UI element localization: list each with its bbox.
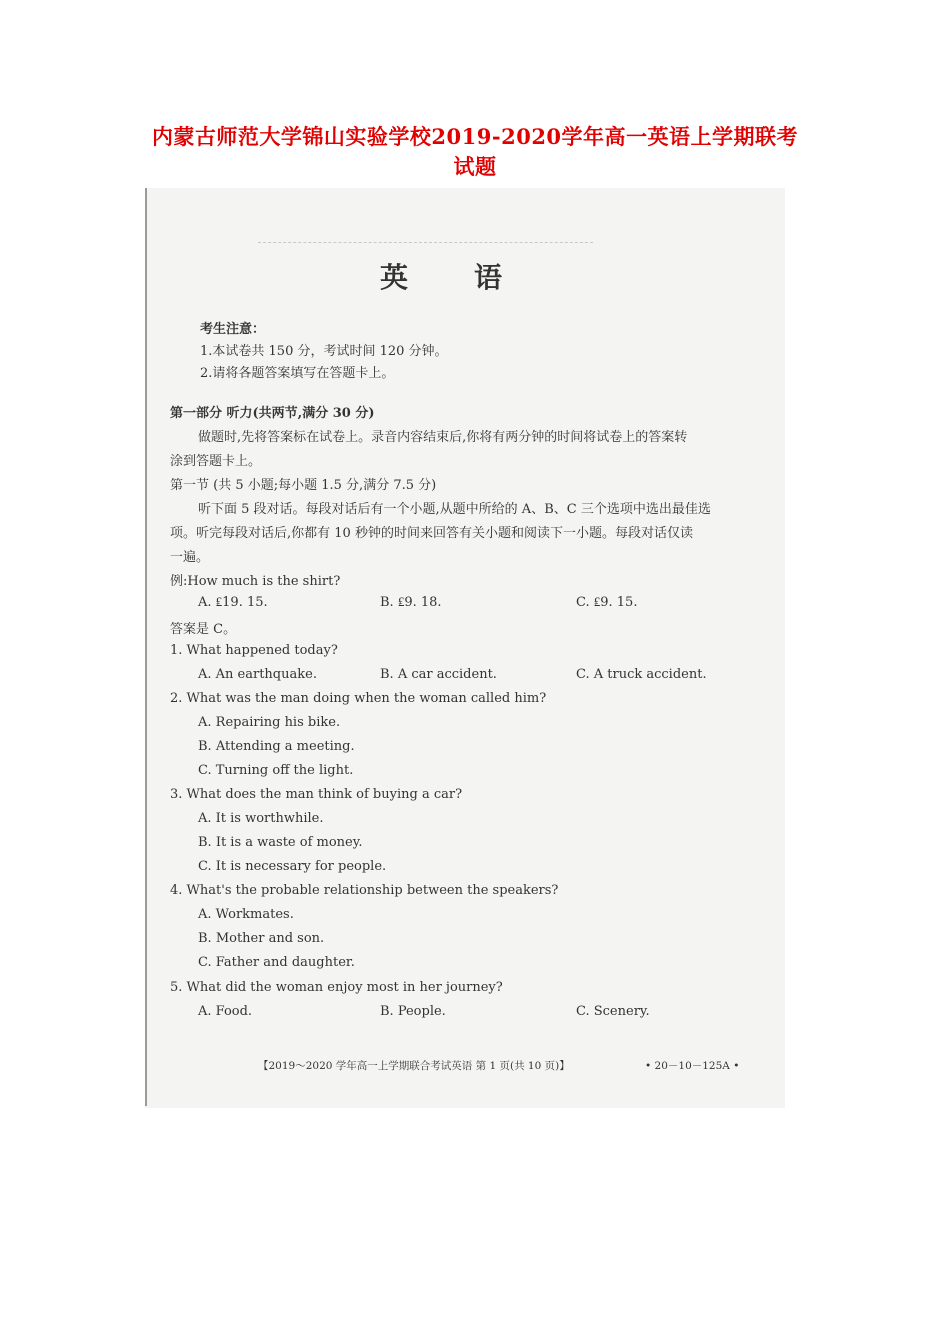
question-1-option-b: B. A car accident.	[380, 667, 497, 682]
section1-instructions-line-2: 项。听完每段对话后,你都有 10 秒钟的时间来回答有关小题和阅读下一小题。每段对话仅读	[170, 526, 693, 541]
document-title	[60, 122, 890, 182]
question-2-option-b: B. Attending a meeting.	[198, 739, 355, 754]
notice-item-2: 2.请将各题答案填写在答题卡上。	[200, 366, 395, 381]
question-3-stem: 3. What does the man think of buying a car?	[170, 787, 463, 802]
part1-instructions-line-1: 做题时,先将答案标在试卷上。录音内容结束后,你将有两分钟的时间将试卷上的答案转	[198, 430, 688, 445]
page-footer-info: 【2019～2020 学年高一上学期联合考试英语 第 1 页(共 10 页)】	[258, 1060, 570, 1072]
scan-edge-line	[145, 188, 147, 1106]
section1-heading: 第一节 (共 5 小题;每小题 1.5 分,满分 7.5 分)	[170, 478, 437, 493]
question-1-stem: 1. What happened today?	[170, 643, 338, 658]
question-1-option-c: C. A truck accident.	[576, 667, 707, 682]
section1-instructions-line-1: 听下面 5 段对话。每段对话后有一个小题,从题中所给的 A、B、C 三个选项中选出最佳选	[198, 502, 711, 517]
notice-heading: 考生注意：	[200, 322, 266, 337]
question-4-option-b: B. Mother and son.	[198, 931, 325, 946]
question-2-stem: 2. What was the man doing when the woman called him?	[170, 691, 547, 706]
question-2-option-a: A. Repairing his bike.	[198, 715, 341, 730]
notice-item-1: 1.本试卷共 150 分，考试时间 120 分钟。	[200, 344, 448, 359]
question-1-option-a: A. An earthquake.	[198, 667, 317, 682]
question-4-stem: 4. What's the probable relationship between the speakers?	[170, 883, 559, 898]
scan-header-mark	[258, 242, 593, 244]
question-5-option-c: C. Scenery.	[576, 1004, 650, 1019]
section1-instructions-line-3: 一遍。	[170, 550, 210, 565]
question-2-option-c: C. Turning off the light.	[198, 763, 354, 778]
question-3-option-c: C. It is necessary for people.	[198, 859, 387, 874]
example-answer: 答案是 C。	[170, 622, 237, 637]
document-title-line-2: 试题	[453, 154, 497, 179]
document-title-line-1: 内蒙古师范大学锦山实验学校2019-2020学年高一英语上学期联考	[151, 124, 799, 149]
exam-subject-heading: 英语	[380, 261, 569, 294]
question-4-option-a: A. Workmates.	[198, 907, 294, 922]
question-3-option-a: A. It is worthwhile.	[198, 811, 324, 826]
part1-heading: 第一部分 听力(共两节,满分 30 分)	[170, 406, 375, 421]
question-3-option-b: B. It is a waste of money.	[198, 835, 363, 850]
part1-instructions-line-2: 涂到答题卡上。	[170, 454, 262, 469]
example-option-a: A. ₤19. 15.	[198, 595, 268, 610]
page-footer-code: • 20－10－125A •	[645, 1060, 740, 1072]
example-option-b: B. ₤9. 18.	[380, 595, 442, 610]
question-5-option-a: A. Food.	[198, 1004, 253, 1019]
question-5-stem: 5. What did the woman enjoy most in her journey?	[170, 980, 503, 995]
example-option-c: C. ₤9. 15.	[576, 595, 638, 610]
question-5-option-b: B. People.	[380, 1004, 446, 1019]
example-question: 例:How much is the shirt?	[170, 574, 341, 589]
question-4-option-c: C. Father and daughter.	[198, 955, 355, 970]
